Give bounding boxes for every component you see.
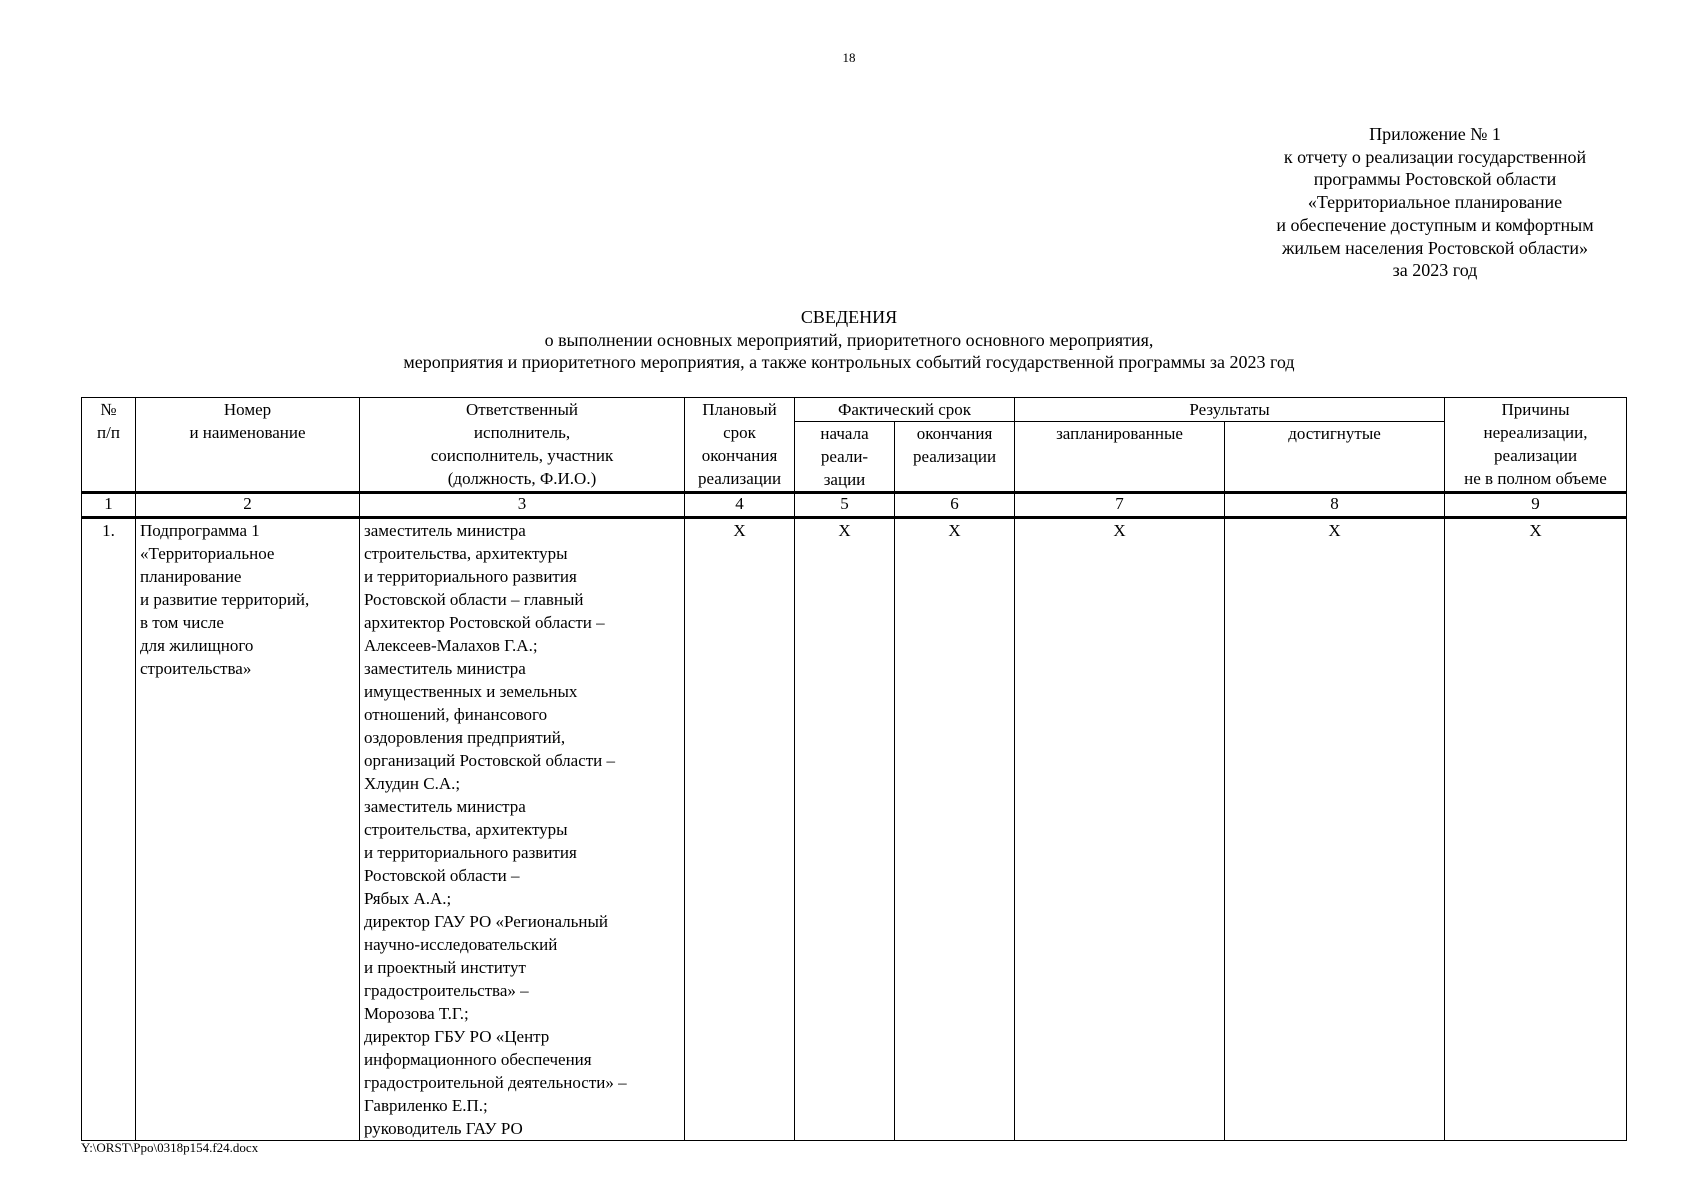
column-number: 4 (685, 493, 795, 518)
header-text: реализации (1493, 446, 1578, 465)
row-name-line: «Территориальное (140, 544, 275, 563)
header-actual-end (895, 422, 1015, 493)
row-executor-line: Ростовской области – главный (364, 590, 584, 609)
row-executor-line: и территориального развития (364, 843, 577, 862)
document-title (0, 306, 1698, 374)
header-text: срок (723, 423, 756, 442)
header-text: нереализации, (1483, 423, 1588, 442)
header-text: (должность, Ф.И.О.) (447, 469, 597, 488)
header-text: зации (823, 470, 866, 489)
header-actual-start (795, 422, 895, 493)
row-executor-line: градостроительной деятельности» – (364, 1073, 627, 1092)
header-text: не в полном объеме (1464, 469, 1607, 488)
row-actual-end: X (895, 518, 1015, 1141)
row-executor-line: и территориального развития (364, 567, 577, 586)
row-executor-line: и проектный институт (364, 958, 526, 977)
row-name-line: для жилищного (140, 636, 254, 655)
row-executor-line: Хлудин С.А.; (364, 774, 461, 793)
row-executor-line: градостроительства» – (364, 981, 529, 1000)
report-table (81, 397, 1627, 1141)
row-reasons: X (1445, 518, 1627, 1141)
column-number: 9 (1445, 493, 1627, 518)
row-name-line: и развитие территорий, (140, 590, 310, 609)
appendix-line: к отчету о реализации государственной (1283, 146, 1587, 167)
appendix-block (1240, 123, 1630, 282)
row-number: 1. (82, 518, 136, 1141)
column-number: 3 (360, 493, 685, 518)
column-number: 5 (795, 493, 895, 518)
page-number: 18 (842, 50, 856, 65)
header-text: реализации (697, 469, 782, 488)
row-name-line: строительства» (140, 659, 252, 678)
header-text: реали- (820, 447, 869, 466)
appendix-line: «Территориальное планирование (1307, 192, 1563, 213)
appendix-line: Приложение № 1 (1369, 124, 1501, 144)
row-results-achieved: X (1225, 518, 1445, 1141)
row-executor-line: строительства, архитектуры (364, 544, 568, 563)
header-text: и наименование (189, 423, 306, 442)
row-name-line: Подпрограмма 1 (140, 521, 260, 540)
row-executor-line: архитектор Ростовской области – (364, 613, 605, 632)
appendix-line: жильем населения Ростовской области» (1281, 237, 1589, 258)
table-row (82, 518, 1627, 1141)
row-executor-line: директор ГБУ РО «Центр (364, 1027, 550, 1046)
column-number: 2 (136, 493, 360, 518)
row-executor-line: научно-исследовательский (364, 935, 558, 954)
header-text: Ответственный (466, 400, 578, 419)
row-planned-term: X (685, 518, 795, 1141)
header-reasons (1445, 398, 1627, 493)
header-executor (360, 398, 685, 493)
row-executor-line: Гавриленко Е.П.; (364, 1096, 488, 1115)
header-results-group: Результаты (1015, 398, 1445, 422)
title-heading: СВЕДЕНИЯ (800, 307, 898, 327)
column-number: 6 (895, 493, 1015, 518)
header-text: начала (820, 424, 869, 443)
row-results-planned: X (1015, 518, 1225, 1141)
row-executor-line: руководитель ГАУ РО (364, 1119, 523, 1138)
header-text: Причины (1501, 400, 1570, 419)
column-numbers-row (82, 493, 1627, 518)
header-text: исполнитель, (473, 423, 571, 442)
header-num (82, 398, 136, 493)
header-row-1 (82, 398, 1627, 422)
row-executor-line: Ростовской области – (364, 866, 520, 885)
title-line-2: мероприятия и приоритетного мероприятия, а также контрольных событий государственной программы за 2023 год (403, 352, 1295, 373)
column-number: 1 (82, 493, 136, 518)
row-executor-line: отношений, финансового (364, 705, 548, 724)
row-executor-line: заместитель министра (364, 797, 526, 816)
title-line-1: о выполнении основных мероприятий, приоритетного основного мероприятия, (544, 329, 1154, 350)
header-results-achieved: достигнутые (1225, 422, 1445, 493)
row-executor-line: Рябых А.А.; (364, 889, 452, 908)
column-number: 8 (1225, 493, 1445, 518)
header-results-planned: запланированные (1015, 422, 1225, 493)
row-executor-line: заместитель министра (364, 659, 526, 678)
header-text: реализации (912, 447, 997, 466)
row-actual-start: X (795, 518, 895, 1141)
header-text: окончания (701, 446, 778, 465)
row-executor-line: Алексеев-Малахов Г.А.; (364, 636, 538, 655)
row-executor-line: строительства, архитектуры (364, 820, 568, 839)
row-executor-line: оздоровления предприятий, (364, 728, 566, 747)
row-executor-line: Морозова Т.Г.; (364, 1004, 469, 1023)
row-name-line: планирование (140, 567, 242, 586)
column-number: 7 (1015, 493, 1225, 518)
row-name (136, 518, 360, 1141)
row-executor-line: директор ГАУ РО «Региональный (364, 912, 609, 931)
header-text: Плановый (702, 400, 777, 419)
row-name-line: в том числе (140, 613, 224, 632)
header-name (136, 398, 360, 493)
header-text: соисполнитель, участник (430, 446, 614, 465)
row-executor-line: имущественных и земельных (364, 682, 578, 701)
appendix-line: и обеспечение доступным и комфортным (1276, 214, 1594, 235)
appendix-line: за 2023 год (1392, 260, 1478, 281)
header-text: п/п (97, 423, 120, 442)
row-executor (360, 518, 685, 1141)
file-path-footer: Y:\ORST\Ppo\0318p154.f24.docx (81, 1140, 259, 1155)
appendix-line: программы Ростовской области (1313, 169, 1557, 190)
header-planned-term (685, 398, 795, 493)
header-text: окончания (916, 424, 993, 443)
row-executor-line: заместитель министра (364, 521, 526, 540)
row-executor-line: информационного обеспечения (364, 1050, 592, 1069)
header-text: № (100, 400, 117, 419)
row-executor-line: организаций Ростовской области – (364, 751, 616, 770)
header-actual-term-group: Фактический срок (795, 398, 1015, 422)
header-text: Номер (223, 400, 272, 419)
